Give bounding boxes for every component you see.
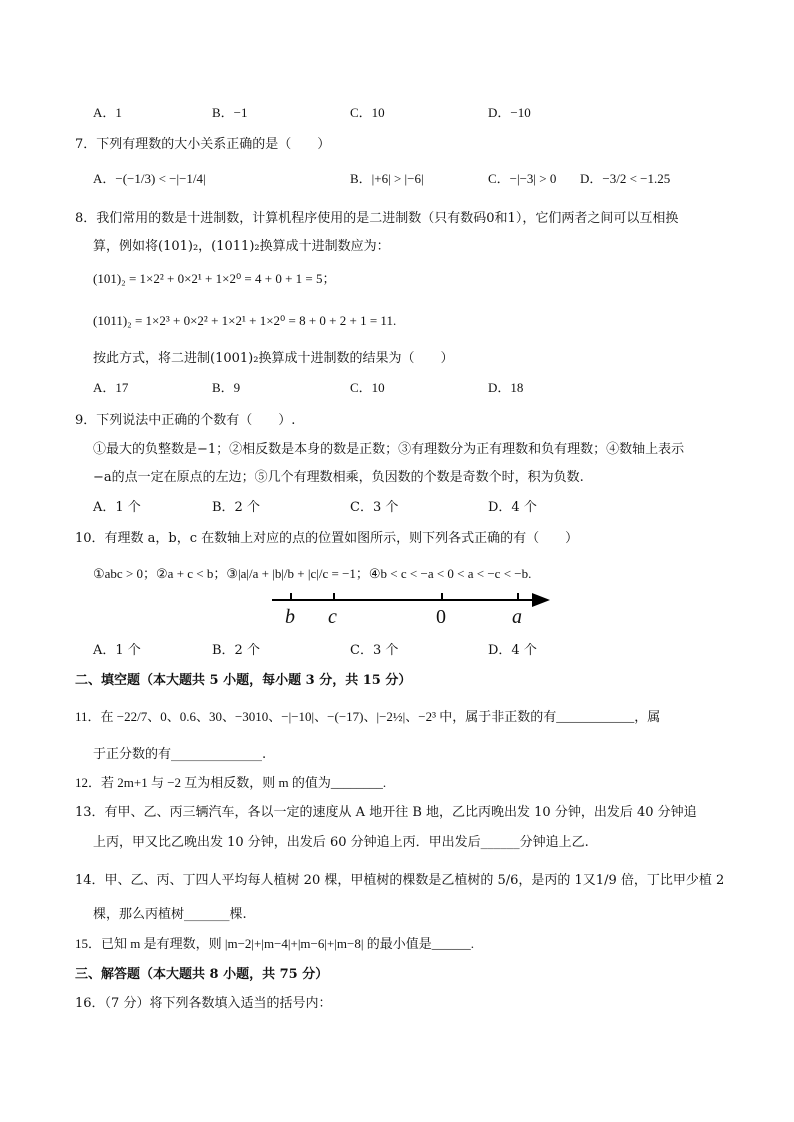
q10-option-c: C．3 个 bbox=[350, 643, 399, 658]
q14-line-1: 14．甲、乙、丙、丁四人平均每人植树 20 棵，甲植树的棵数是乙植树的 5/6，是丙的 1又1/9 倍，丁比甲少植 2 bbox=[75, 873, 725, 888]
q6-option-a: A．1 bbox=[93, 105, 122, 120]
q10-stem: 10．有理数 a，b，c 在数轴上对应的点的位置如图所示，则下列各式正确的有（ ） bbox=[75, 531, 579, 546]
q8-line-2: 算，例如将(101)₂，(1011)₂换算成十进制数应为： bbox=[93, 239, 390, 254]
q7-option-c: C．−|−3| > 0 bbox=[488, 171, 557, 186]
q10-option-b: B．2 个 bbox=[212, 643, 260, 658]
tick-zero bbox=[441, 593, 443, 600]
q13-line-1: 13．有甲、乙、丙三辆汽车，各以一定的速度从 A 地开往 B 地，乙比丙晚出发 10 分钟，出发后 40 分钟追 bbox=[75, 805, 697, 820]
q12: 12．若 2m+1 与 −2 互为相反数，则 m 的值为________. bbox=[75, 775, 387, 790]
q11-line-1: 11．在 −22/7、0、0.6、30、−3010、−|−10|、−(−17)、|−2½|、−2³ 中，属于非正数的有____________，属 bbox=[75, 709, 661, 724]
q8-example-1: (101)₂ = 1×2² + 0×2¹ + 1×2⁰ = 4 + 0 + 1 = 5； bbox=[93, 271, 336, 286]
q8-example-2: (1011)₂ = 1×2³ + 0×2² + 1×2¹ + 1×2⁰ = 8 + 0 + 2 + 1 = 11. bbox=[93, 313, 397, 328]
number-line-axis bbox=[272, 599, 540, 601]
q9-line-2: −a的点一定在原点的左边；⑤几个有理数相乘，负因数的个数是奇数个时，积为负数. bbox=[93, 470, 584, 485]
q16: 16．（7 分）将下列各数填入适当的括号内： bbox=[75, 996, 332, 1011]
q7-option-d: D．−3/2 < −1.25 bbox=[580, 171, 671, 186]
section-2-heading: 二、填空题（本大题共 5 小题，每小题 3 分，共 15 分） bbox=[75, 673, 412, 688]
q9-option-b: B．2 个 bbox=[212, 500, 260, 515]
tick-c bbox=[333, 593, 335, 600]
q6-option-c: C．10 bbox=[350, 105, 385, 120]
q13-line-2: 上丙，甲又比乙晚出发 10 分钟，出发后 60 分钟追上丙．甲出发后______分钟追上乙. bbox=[93, 835, 589, 850]
q10-option-a: A．1 个 bbox=[93, 643, 141, 658]
label-zero: 0 bbox=[436, 606, 446, 628]
q10-conditions: ①abc > 0；②a + c < b；③|a|/a + |b|/b + |c|/c = −1；④b < c < −a < 0 < a < −c < −b. bbox=[93, 566, 532, 581]
section-3-heading: 三、解答题（本大题共 8 小题，共 75 分） bbox=[75, 967, 329, 982]
q7-option-b: B．|+6| > |−6| bbox=[350, 171, 424, 186]
q6-option-b: B．−1 bbox=[212, 105, 248, 120]
q8-line-1: 8．我们常用的数是十进制数，计算机程序使用的是二进制数（只有数码0和1），它们两者之间可以互相换 bbox=[75, 211, 679, 226]
q8-option-c: C．10 bbox=[350, 380, 385, 395]
label-b: b bbox=[285, 606, 295, 628]
q9-option-a: A．1 个 bbox=[93, 500, 141, 515]
q8-line-3: 按此方式，将二进制(1001)₂换算成十进制数的结果为（ ） bbox=[93, 351, 454, 366]
q9-line-1: ①最大的负整数是−1；②相反数是本身的数是正数；③有理数分为正有理数和负有理数；④数轴上表示 bbox=[93, 442, 685, 457]
q9-option-c: C．3 个 bbox=[350, 500, 399, 515]
q9-stem: 9．下列说法中正确的个数有（ ）. bbox=[75, 413, 296, 428]
q7-option-a: A．−(−1/3) < −|−1/4| bbox=[93, 171, 206, 186]
q8-option-b: B．9 bbox=[212, 380, 241, 395]
q11-line-2: 于正分数的有______________. bbox=[93, 747, 267, 762]
q15: 15．已知 m 是有理数，则 |m−2|+|m−4|+|m−6|+|m−8| 的最小值是______. bbox=[75, 936, 474, 951]
q6-option-d: D．−10 bbox=[488, 105, 531, 120]
q14-line-2: 棵，那么丙植树_______棵. bbox=[93, 907, 247, 922]
label-a: a bbox=[512, 606, 522, 628]
q10-option-d: D．4 个 bbox=[488, 643, 537, 658]
label-c: c bbox=[328, 606, 337, 628]
q7-stem: 7．下列有理数的大小关系正确的是（ ） bbox=[75, 137, 331, 152]
tick-a bbox=[517, 593, 519, 600]
tick-b bbox=[290, 593, 292, 600]
number-line-arrow bbox=[532, 593, 550, 607]
q8-option-d: D．18 bbox=[488, 380, 524, 395]
q9-option-d: D．4 个 bbox=[488, 500, 537, 515]
q8-option-a: A．17 bbox=[93, 380, 129, 395]
